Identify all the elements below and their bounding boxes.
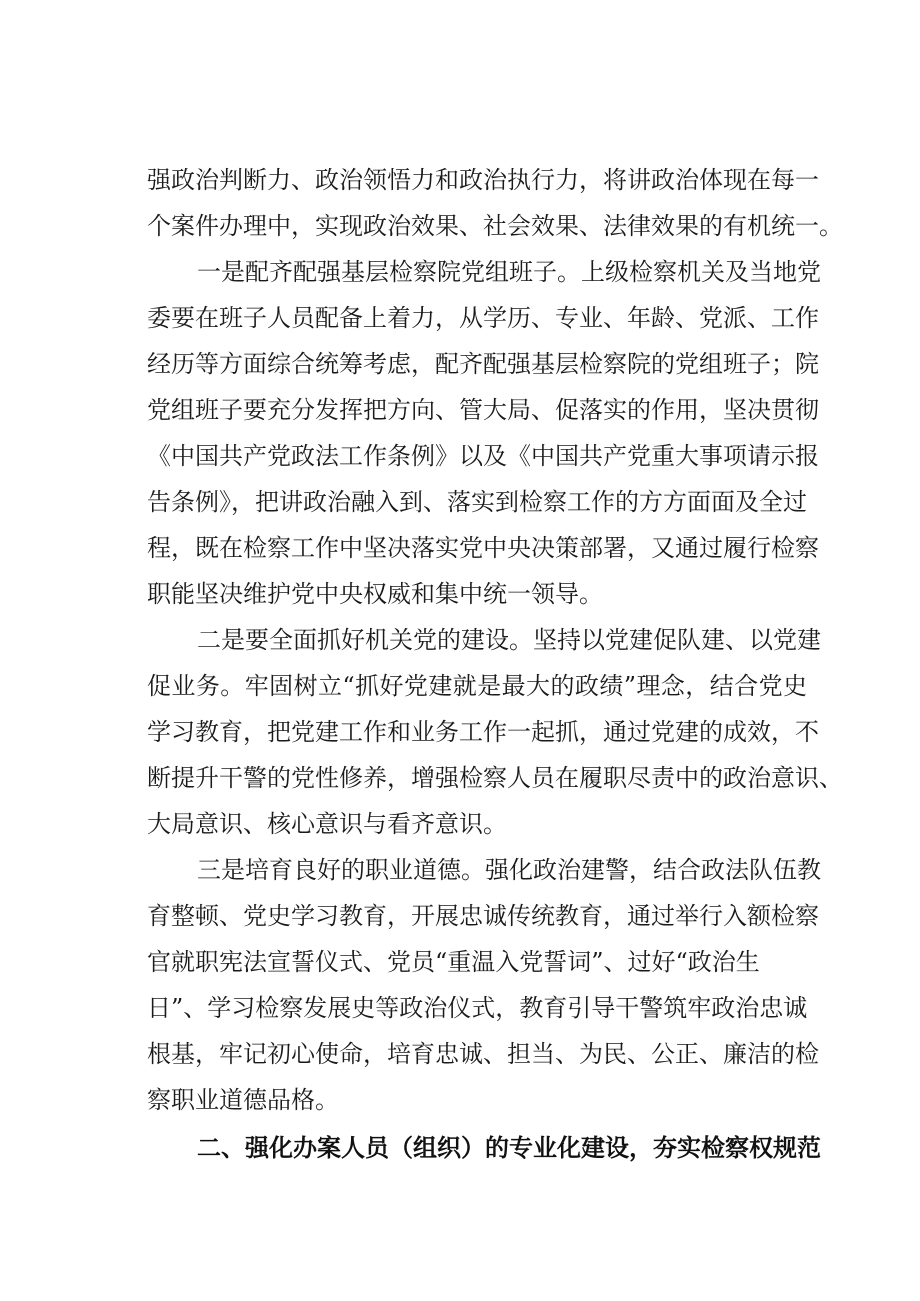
- paragraph-line: 《中国共产党政法工作条例》以及《中国共产党重大事项请示报: [147, 442, 819, 470]
- paragraph-line: 断提升干警的党性修养，增强检察人员在履职尽责中的政治意识、: [147, 764, 843, 792]
- paragraph-line: 根基，牢记初心使命，培育忠诚、担当、为民、公正、廉洁的检: [147, 1040, 819, 1068]
- paragraph-line: 职能坚决维护党中央权威和集中统一领导。: [147, 580, 603, 608]
- paragraph-line: 告条例》，把讲政治融入到、落实到检察工作的方方面面及全过: [147, 488, 807, 516]
- paragraph-line: 日”、学习检察发展史等政治仪式，教育引导干警筑牢政治忠诚: [147, 994, 808, 1022]
- paragraph-line: 三是培育良好的职业道德。强化政治建警，结合政法队伍教: [197, 856, 821, 884]
- paragraph-line: 学习教育，把党建工作和业务工作一起抓，通过党建的成效，不: [147, 718, 819, 746]
- paragraph-line: 官就职宪法宣誓仪式、党员“重温入党誓词”、过好“政治生: [147, 948, 760, 976]
- paragraph-line: 党组班子要充分发挥把方向、管大局、促落实的作用，坚决贯彻: [147, 396, 819, 424]
- paragraph-line: 一是配齐配强基层检察院党组班子。上级检察机关及当地党: [197, 258, 821, 286]
- paragraph-line: 强政治判断力、政治领悟力和政治执行力，将讲政治体现在每一: [147, 166, 819, 194]
- paragraph-line: 委要在班子人员配备上着力，从学历、专业、年龄、党派、工作: [147, 304, 819, 332]
- paragraph-line: 程，既在检察工作中坚决落实党中央决策部署，又通过履行检察: [147, 534, 819, 562]
- paragraph-line: 经历等方面综合统筹考虑，配齐配强基层检察院的党组班子；院: [147, 350, 819, 378]
- paragraph-line: 二是要全面抓好机关党的建设。坚持以党建促队建、以党建: [197, 626, 821, 654]
- paragraph-line: 察职业道德品格。: [147, 1086, 339, 1114]
- section-heading: 二、强化办案人员（组织）的专业化建设，夯实检察权规范: [197, 1134, 821, 1162]
- paragraph-line: 育整顿、党史学习教育，开展忠诚传统教育，通过举行入额检察: [147, 902, 819, 930]
- paragraph-line: 个案件办理中，实现政治效果、社会效果、法律效果的有机统一。: [147, 212, 843, 240]
- paragraph-line: 大局意识、核心意识与看齐意识。: [147, 810, 507, 838]
- paragraph-line: 促业务。牢固树立“抓好党建就是最大的政绩”理念，结合党史: [147, 672, 807, 700]
